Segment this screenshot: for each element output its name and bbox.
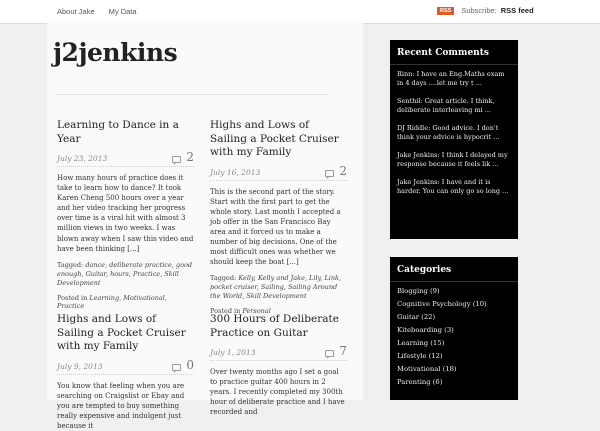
comment-count[interactable]: 2 bbox=[186, 150, 194, 164]
recent-comment-item[interactable]: DJ Riddle: Good advice. I don't think your advice is hypocrit ... bbox=[397, 124, 500, 141]
post-excerpt: How many hours of practice does it take to learn how to dance? It took Karen Cheng 500 hours over a year and her video tracking her progress over time is a viral hit with almost 3 million views in two weeks. I was blown away when I saw this video and have been thinking [...] bbox=[57, 174, 194, 253]
category-item[interactable]: Cognitive Psychology (10) bbox=[397, 300, 487, 308]
category-item[interactable]: Guitar (22) bbox=[397, 313, 436, 321]
posted-in-label: Posted in bbox=[210, 307, 241, 316]
nav-item-my-data[interactable]: My Data bbox=[108, 7, 137, 16]
post-excerpt: You know that feeling when you are searching on Craigslist or Ebay and you are tempted to buy something really expensive and indulgent just because it bbox=[57, 381, 185, 430]
category-item[interactable]: Kiteboarding (3) bbox=[397, 326, 454, 334]
site-title[interactable]: j2jenkins bbox=[53, 38, 178, 67]
post-card bbox=[57, 313, 194, 431]
post-date: July 9, 2013 bbox=[57, 361, 103, 371]
post-excerpt: Over twenty months ago I set a goal to practice guitar 400 hours in 2 years. I recently completed my 300th hour of deliberate practice and I have recorded and bbox=[210, 368, 345, 417]
post-date: July 16, 2013 bbox=[210, 167, 261, 177]
recent-comment-item[interactable]: Jake Jenkins: I have and it is harder. You can only go so long ... bbox=[397, 178, 509, 195]
tags-label: Tagged: bbox=[210, 274, 237, 283]
post-categories bbox=[57, 294, 194, 310]
rss-icon[interactable]: RSS bbox=[437, 7, 454, 15]
subscribe-label: Subscribe: bbox=[461, 6, 497, 15]
category-item[interactable]: Motivational (18) bbox=[397, 365, 457, 373]
nav-item-about-jake[interactable]: About Jake bbox=[57, 7, 95, 16]
recent-comment-item[interactable]: Rinn: I have an Eng.Maths exam in 4 days ....let me try t ... bbox=[397, 70, 505, 87]
category-item[interactable]: Learning (15) bbox=[397, 339, 445, 347]
widget-title: Recent Comments bbox=[390, 40, 518, 65]
posted-in-list[interactable]: Learning, Motivational, Practice bbox=[57, 293, 167, 310]
rss-area bbox=[437, 6, 534, 15]
post-meta bbox=[210, 346, 347, 361]
post-meta bbox=[57, 152, 194, 167]
recent-comment-item[interactable]: Senthil: Great article. I think, deliberate interleaving mi ... bbox=[397, 97, 495, 114]
post-card bbox=[57, 119, 194, 310]
post-meta bbox=[210, 163, 347, 181]
category-item[interactable]: Lifestyle (12) bbox=[397, 352, 443, 360]
post-date: July 1, 2013 bbox=[210, 348, 256, 357]
post-card bbox=[210, 119, 347, 315]
post-title[interactable]: 300 Hours of Deliberate Practice on Guitar bbox=[210, 313, 339, 339]
post-meta bbox=[57, 357, 194, 375]
tags-label: Tagged: bbox=[57, 260, 84, 269]
categories-list bbox=[390, 282, 518, 389]
categories-widget bbox=[390, 257, 518, 400]
recent-comment-item[interactable]: Jake Jenkins: I think I delayed my response because it feels lik ... bbox=[397, 151, 508, 168]
posted-in-label: Posted in bbox=[57, 293, 88, 302]
top-bar bbox=[0, 0, 600, 24]
comment-icon[interactable] bbox=[172, 364, 181, 371]
post-title[interactable]: Highs and Lows of Sailing a Pocket Cruiser with my Family bbox=[57, 313, 186, 352]
posted-in-list[interactable]: Personal bbox=[242, 307, 271, 316]
post-excerpt: This is the second part of the story. Start with the first part to get the whole story. Last month I accepted a job offer in the San Francisco Bay area and it forced us to make a number of big decisions. One of the most difficult ones was whether we should keep the boat [...] bbox=[210, 187, 341, 267]
comment-icon[interactable] bbox=[172, 156, 181, 163]
post-tags bbox=[210, 274, 347, 301]
post-tags bbox=[57, 261, 194, 288]
comment-icon[interactable] bbox=[325, 170, 334, 177]
post-card bbox=[210, 313, 347, 417]
widget-title: Categories bbox=[390, 257, 518, 282]
title-divider bbox=[57, 94, 327, 95]
recent-comments-list bbox=[390, 65, 518, 196]
comment-count[interactable]: 2 bbox=[339, 163, 347, 178]
category-item[interactable]: Blogging (9) bbox=[397, 287, 440, 295]
recent-comments-widget bbox=[390, 40, 518, 239]
comment-count[interactable]: 0 bbox=[186, 357, 194, 372]
tags-list[interactable]: Kelly, Kelly and Jake, Lily, Link, pocket cruiser, Sailing, Sailing Around the World, Skill Development bbox=[210, 274, 342, 301]
top-nav bbox=[57, 7, 149, 16]
post-date: July 23, 2013 bbox=[57, 154, 108, 163]
comment-count[interactable]: 7 bbox=[339, 344, 347, 358]
tags-list[interactable]: dance, deliberate practice, good enough, Guitar, hours, Practice, Skill Development bbox=[57, 260, 193, 287]
category-item[interactable]: Parenting (6) bbox=[397, 378, 443, 386]
post-title[interactable]: Highs and Lows of Sailing a Pocket Cruiser with my Family bbox=[210, 119, 339, 158]
post-title[interactable]: Learning to Dance in a Year bbox=[57, 119, 179, 145]
comment-icon[interactable] bbox=[325, 350, 334, 357]
rss-feed-link[interactable]: RSS feed bbox=[500, 6, 534, 15]
